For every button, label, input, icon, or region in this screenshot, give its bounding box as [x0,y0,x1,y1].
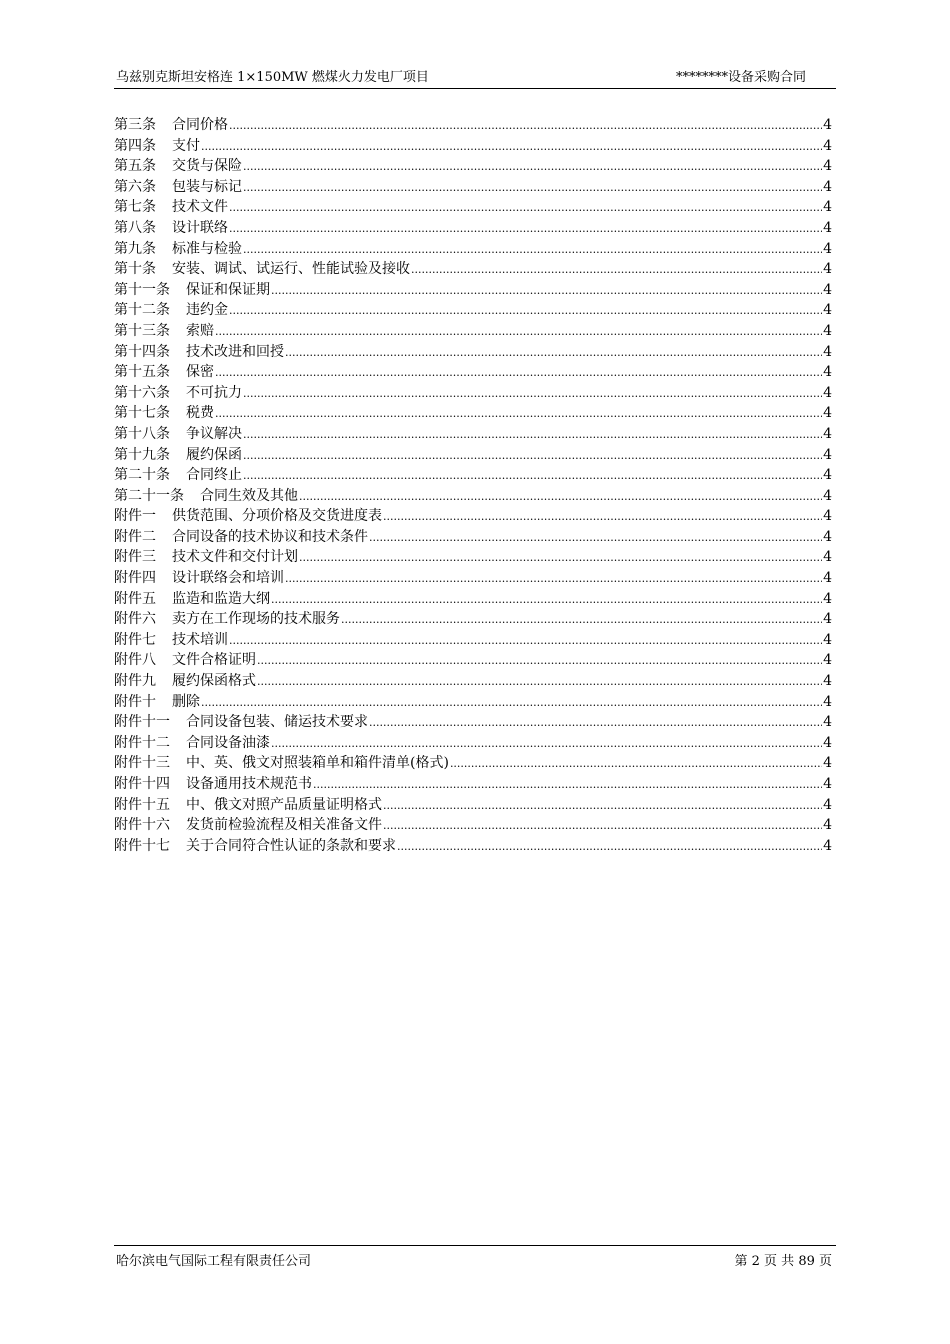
toc-entry-label: 附件五 [114,590,156,607]
toc-dot-leader [285,568,822,589]
toc-entry-page: 4 [823,837,832,854]
toc-entry-title: 合同设备包装、储运技术要求 [186,714,368,731]
toc-dot-leader [229,218,822,239]
toc-dot-leader [285,342,822,363]
toc-entry-label: 附件十 [114,693,156,710]
header-project-title: 乌兹别克斯坦安格连 1×150MW 燃煤火力发电厂项目 [116,70,429,85]
toc-entry-title: 索赔 [186,322,214,339]
toc-entry[interactable] [114,383,832,404]
toc-entry-label: 第十条 [114,261,156,278]
toc-entry-title: 合同终止 [186,467,242,484]
toc-entry-label: 附件十七 [114,837,170,854]
toc-dot-leader [383,506,822,527]
toc-entry-page: 4 [823,405,832,422]
toc-dot-leader [341,609,822,630]
toc-entry-page: 4 [823,487,832,504]
toc-entry-label: 第四条 [114,137,156,154]
toc-dot-leader [243,383,822,404]
toc-dot-leader [397,836,822,857]
toc-dot-leader [271,589,822,610]
toc-entry-page: 4 [823,384,832,401]
toc-entry-title: 技术文件 [172,199,228,216]
toc-dot-leader [271,733,822,754]
toc-dot-leader [215,362,822,383]
toc-entry[interactable] [114,753,832,774]
toc-dot-leader [201,136,822,157]
toc-dot-leader [383,795,822,816]
toc-entry-label: 第九条 [114,240,156,257]
page-footer [114,1245,836,1268]
toc-entry[interactable] [114,486,832,507]
toc-entry-label: 第十八条 [114,425,170,442]
toc-entry-title: 标准与检验 [172,240,242,257]
toc-entry-label: 第十一条 [114,281,170,298]
toc-dot-leader [215,403,822,424]
toc-entry[interactable] [114,547,832,568]
toc-entry-page: 4 [823,219,832,236]
toc-dot-leader [229,197,822,218]
toc-entry-label: 附件十三 [114,755,170,772]
toc-dot-leader [369,527,822,548]
toc-dot-leader [229,300,822,321]
page-header [114,66,836,89]
toc-entry-title: 设计联络会和培训 [172,570,284,587]
toc-entry-title: 监造和监造大纲 [172,590,270,607]
toc-entry[interactable] [114,197,832,218]
toc-entry-page: 4 [823,199,832,216]
toc-entry-title: 技术培训 [172,631,228,648]
toc-entry-page: 4 [823,322,832,339]
toc-entry[interactable] [114,815,832,836]
toc-entry[interactable] [114,362,832,383]
toc-entry-label: 第十四条 [114,343,170,360]
toc-entry-page: 4 [823,178,832,195]
toc-dot-leader [243,156,822,177]
toc-entry[interactable] [114,630,832,651]
toc-entry-title: 发货前检验流程及相关准备文件 [186,817,382,834]
toc-entry[interactable] [114,259,832,280]
toc-entry-title: 文件合格证明 [172,652,256,669]
toc-entry[interactable] [114,115,832,136]
toc-entry-page: 4 [823,817,832,834]
toc-entry[interactable] [114,239,832,260]
toc-entry[interactable] [114,836,832,857]
toc-dot-leader [243,239,822,260]
toc-dot-leader [257,650,822,671]
toc-entry-title: 合同生效及其他 [200,487,298,504]
toc-entry[interactable] [114,589,832,610]
toc-entry-label: 附件九 [114,673,156,690]
toc-entry[interactable] [114,321,832,342]
toc-dot-leader [299,486,822,507]
toc-entry-label: 第三条 [114,117,156,133]
toc-entry-title: 交货与保险 [172,158,242,175]
toc-entry-label: 附件十一 [114,714,170,731]
toc-entry-label: 附件一 [114,508,156,525]
toc-entry-label: 附件十四 [114,776,170,792]
toc-entry-page: 4 [823,343,832,360]
toc-entry-title: 安装、调试、试运行、性能试验及接收 [172,261,410,278]
toc-dot-leader [243,445,822,466]
toc-entry-page: 4 [823,158,832,175]
toc-entry[interactable] [114,609,832,630]
toc-entry-page: 4 [823,755,832,772]
toc-dot-leader [257,671,822,692]
toc-entry-page: 4 [823,302,832,319]
toc-entry[interactable] [114,300,832,321]
toc-entry-title: 保证和保证期 [186,281,270,298]
toc-entry[interactable] [114,177,832,198]
toc-entry-label: 第十九条 [114,446,170,463]
toc-entry-label: 第七条 [114,199,156,216]
toc-entry-title: 违约金 [186,302,228,319]
toc-entry-label: 附件四 [114,570,156,587]
toc-entry-title: 设计联络 [172,219,228,236]
toc-entry-title: 履约保函格式 [172,673,256,690]
toc-entry[interactable] [114,527,832,548]
toc-entry-title: 合同设备的技术协议和技术条件 [172,528,368,545]
toc-entry-title: 履约保函 [186,446,242,463]
toc-entry[interactable] [114,774,832,795]
toc-dot-leader [383,815,822,836]
toc-entry-page: 4 [823,673,832,690]
toc-entry-title: 中、英、俄文对照装箱单和箱件清单(格式) [186,755,449,772]
toc-entry-title: 支付 [172,137,200,154]
toc-entry-page: 4 [823,446,832,463]
toc-entry-title: 保密 [186,364,214,381]
toc-entry-title: 卖方在工作现场的技术服务 [172,611,340,628]
toc-dot-leader [313,774,822,795]
toc-entry-title: 不可抗力 [186,384,242,401]
toc-entry-page: 4 [823,734,832,751]
toc-dot-leader [215,321,822,342]
toc-dot-leader [229,115,822,136]
toc-entry-label: 附件十五 [114,796,170,813]
toc-entry[interactable] [114,218,832,239]
table-of-contents [114,115,832,856]
toc-entry-title: 关于合同符合性认证的条款和要求 [186,837,396,854]
toc-entry-label: 附件三 [114,549,156,566]
toc-entry-page: 4 [823,528,832,545]
toc-entry[interactable] [114,424,832,445]
toc-entry[interactable] [114,795,832,816]
toc-entry-title: 包装与标记 [172,178,242,195]
toc-entry-page: 4 [823,776,832,792]
toc-entry-page: 4 [823,240,832,257]
toc-entry-page: 4 [823,425,832,442]
toc-entry-page: 4 [823,611,832,628]
toc-dot-leader [369,712,822,733]
toc-entry[interactable] [114,568,832,589]
toc-entry-page: 4 [823,281,832,298]
toc-entry[interactable] [114,280,832,301]
toc-entry[interactable] [114,465,832,486]
toc-entry-label: 第十二条 [114,302,170,319]
toc-entry-title: 供货范围、分项价格及交货进度表 [172,508,382,525]
toc-entry-title: 争议解决 [186,425,242,442]
toc-entry[interactable] [114,342,832,363]
toc-entry-label: 第六条 [114,178,156,195]
toc-dot-leader [243,424,822,445]
toc-entry-label: 第十六条 [114,384,170,401]
toc-dot-leader [299,547,822,568]
toc-entry[interactable] [114,671,832,692]
toc-entry-page: 4 [823,261,832,278]
toc-dot-leader [450,753,822,774]
toc-entry[interactable] [114,403,832,424]
toc-entry[interactable] [114,445,832,466]
toc-entry-label: 附件八 [114,652,156,669]
toc-dot-leader [201,692,822,713]
toc-entry-page: 4 [823,714,832,731]
toc-dot-leader [271,280,822,301]
toc-entry-title: 合同价格 [172,117,228,133]
toc-entry[interactable] [114,692,832,713]
toc-entry-page: 4 [823,364,832,381]
header-contract-title: ********设备采购合同 [675,70,806,85]
toc-entry-page: 4 [823,508,832,525]
toc-dot-leader [243,465,822,486]
toc-entry-label: 第二十条 [114,467,170,484]
toc-entry-label: 附件二 [114,528,156,545]
toc-entry-label: 附件七 [114,631,156,648]
toc-entry[interactable] [114,136,832,157]
toc-entry[interactable] [114,156,832,177]
toc-entry-label: 附件十六 [114,817,170,834]
toc-entry-label: 第五条 [114,158,156,175]
toc-entry-page: 4 [823,117,832,133]
toc-entry-page: 4 [823,467,832,484]
toc-entry-label: 第八条 [114,219,156,236]
toc-entry-title: 技术改进和回授 [186,343,284,360]
toc-entry-page: 4 [823,652,832,669]
toc-dot-leader [229,630,822,651]
toc-entry[interactable] [114,506,832,527]
footer-page-number: 第 2 页 共 89 页 [734,1254,832,1269]
toc-entry-label: 第十五条 [114,364,170,381]
toc-entry-title: 删除 [172,693,200,710]
toc-entry-title: 设备通用技术规范书 [186,776,312,792]
toc-entry-title: 中、俄文对照产品质量证明格式 [186,796,382,813]
toc-entry[interactable] [114,650,832,671]
toc-entry[interactable] [114,733,832,754]
toc-dot-leader [411,259,822,280]
footer-company: 哈尔滨电气国际工程有限责任公司 [116,1254,312,1269]
toc-entry-title: 合同设备油漆 [186,734,270,751]
toc-entry-page: 4 [823,796,832,813]
toc-entry-title: 技术文件和交付计划 [172,549,298,566]
toc-entry-label: 附件六 [114,611,156,628]
toc-entry-page: 4 [823,631,832,648]
toc-entry-page: 4 [823,137,832,154]
toc-entry-page: 4 [823,549,832,566]
toc-entry-page: 4 [823,570,832,587]
toc-entry-label: 第十七条 [114,405,170,422]
toc-entry-page: 4 [823,590,832,607]
toc-entry[interactable] [114,712,832,733]
toc-dot-leader [243,177,822,198]
toc-entry-label: 第十三条 [114,322,170,339]
toc-entry-title: 税费 [186,405,214,422]
toc-entry-label: 第二十一条 [114,487,184,504]
toc-entry-page: 4 [823,693,832,710]
toc-entry-label: 附件十二 [114,734,170,751]
